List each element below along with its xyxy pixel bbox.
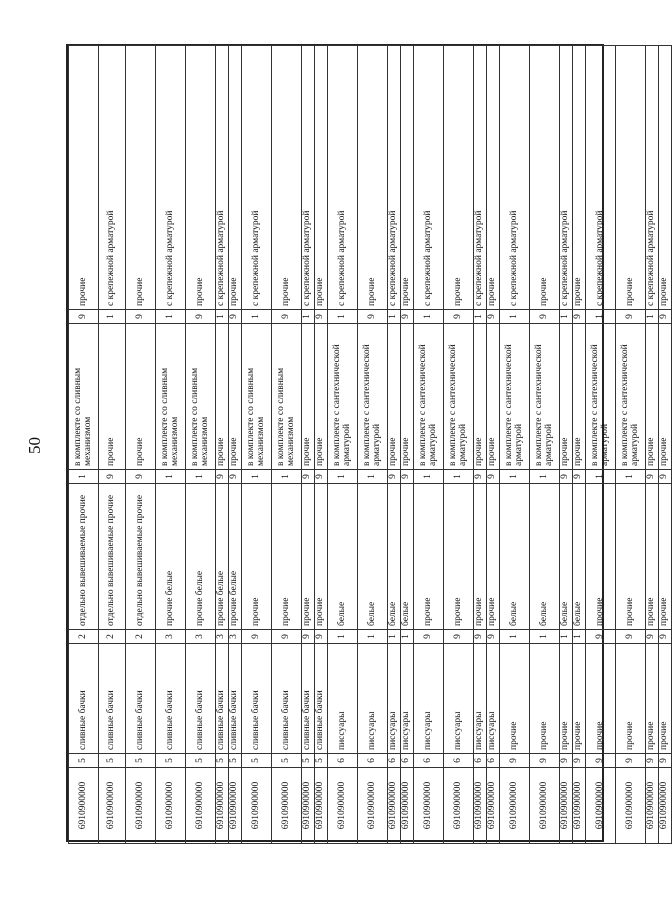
cell-product-name: прочие xyxy=(616,644,646,754)
cell-type-digit: 1 xyxy=(573,630,586,644)
cell-group-digit: 5 xyxy=(315,754,328,768)
cell-product-type: белые xyxy=(560,484,573,630)
cell-tnved-code: 6910900000 xyxy=(659,768,672,844)
cell-fitting-description: с крепежной арматурой xyxy=(646,46,659,310)
cell-kit-description: прочие xyxy=(99,324,126,470)
cell-kit-digit: 1 xyxy=(272,470,302,484)
cell-fitting-description: прочие xyxy=(186,46,216,310)
cell-group-digit: 6 xyxy=(487,754,500,768)
cell-fitting-description: с крепежной арматурой xyxy=(586,46,616,310)
table-row xyxy=(358,46,388,844)
table-row xyxy=(573,46,586,844)
cell-tnved-code: 6910900000 xyxy=(272,768,302,844)
cell-kit-digit: 9 xyxy=(646,470,659,484)
cell-product-type: отдельно вывешиваемые прочие xyxy=(69,484,99,630)
table-row xyxy=(616,46,646,844)
cell-group-digit: 9 xyxy=(573,754,586,768)
cell-group-digit: 5 xyxy=(69,754,99,768)
cell-fitting-description: прочие xyxy=(530,46,560,310)
cell-product-type: белые xyxy=(530,484,560,630)
cell-kit-description: в комплекте со сливным механизмом xyxy=(272,324,302,470)
cell-product-name: прочие xyxy=(560,644,573,754)
cell-kit-description: в комплекте с сантехнической арматурой xyxy=(328,324,358,470)
cell-product-name: сливные бачки xyxy=(69,644,99,754)
cell-product-name: писсуары xyxy=(401,644,414,754)
cell-tnved-code: 6910900000 xyxy=(586,768,616,844)
cell-kit-description: в комплекте с сантехнической арматурой xyxy=(500,324,530,470)
table-row xyxy=(126,46,156,844)
cell-type-digit: 9 xyxy=(242,630,272,644)
cell-kit-digit: 1 xyxy=(156,470,186,484)
cell-fitting-description: с крепежной арматурой xyxy=(560,46,573,310)
cell-group-digit: 6 xyxy=(358,754,388,768)
cell-fitting-digit: 1 xyxy=(500,310,530,324)
cell-kit-description: прочие xyxy=(216,324,229,470)
cell-group-digit: 6 xyxy=(328,754,358,768)
cell-tnved-code: 6910900000 xyxy=(616,768,646,844)
cell-product-type: белые xyxy=(401,484,414,630)
cell-type-digit: 3 xyxy=(186,630,216,644)
cell-kit-digit: 1 xyxy=(328,470,358,484)
cell-fitting-digit: 1 xyxy=(302,310,315,324)
cell-fitting-digit: 9 xyxy=(659,310,672,324)
cell-product-type: прочие xyxy=(242,484,272,630)
cell-product-type: прочие xyxy=(659,484,672,630)
table-row xyxy=(69,46,99,844)
cell-product-name: сливные бачки xyxy=(315,644,328,754)
cell-type-digit: 2 xyxy=(69,630,99,644)
cell-fitting-digit: 9 xyxy=(315,310,328,324)
cell-group-digit: 6 xyxy=(444,754,474,768)
cell-product-name: прочие xyxy=(646,644,659,754)
rotated-table-container xyxy=(68,46,670,844)
cell-kit-digit: 1 xyxy=(186,470,216,484)
cell-product-type: белые xyxy=(500,484,530,630)
cell-kit-description: в комплекте с сантехнической арматурой xyxy=(586,324,616,470)
table-row xyxy=(272,46,302,844)
cell-product-name: писсуары xyxy=(414,644,444,754)
cell-kit-description: прочие xyxy=(474,324,487,470)
cell-kit-digit: 1 xyxy=(530,470,560,484)
cell-fitting-digit: 1 xyxy=(328,310,358,324)
cell-type-digit: 3 xyxy=(229,630,242,644)
table-row xyxy=(560,46,573,844)
cell-fitting-description: прочие xyxy=(487,46,500,310)
cell-group-digit: 5 xyxy=(126,754,156,768)
cell-type-digit: 1 xyxy=(500,630,530,644)
cell-kit-digit: 9 xyxy=(487,470,500,484)
cell-kit-digit: 9 xyxy=(302,470,315,484)
cell-fitting-digit: 1 xyxy=(474,310,487,324)
cell-tnved-code: 6910900000 xyxy=(474,768,487,844)
cell-product-name: сливные бачки xyxy=(216,644,229,754)
cell-kit-description: прочие xyxy=(126,324,156,470)
cell-kit-description: прочие xyxy=(560,324,573,470)
cell-fitting-digit: 1 xyxy=(586,310,616,324)
cell-kit-digit: 9 xyxy=(216,470,229,484)
cell-product-type: отдельно вывешиваемые прочие xyxy=(99,484,126,630)
cell-product-type: прочие белые xyxy=(216,484,229,630)
cell-group-digit: 9 xyxy=(500,754,530,768)
cell-kit-digit: 9 xyxy=(659,470,672,484)
cell-product-type: прочие белые xyxy=(229,484,242,630)
cell-kit-description: в комплекте со сливным механизмом xyxy=(186,324,216,470)
cell-type-digit: 9 xyxy=(302,630,315,644)
cell-group-digit: 5 xyxy=(216,754,229,768)
cell-fitting-digit: 9 xyxy=(186,310,216,324)
cell-fitting-digit: 9 xyxy=(487,310,500,324)
cell-fitting-description: прочие xyxy=(401,46,414,310)
cell-type-digit: 9 xyxy=(474,630,487,644)
cell-product-type: белые xyxy=(328,484,358,630)
cell-type-digit: 9 xyxy=(616,630,646,644)
cell-fitting-digit: 1 xyxy=(216,310,229,324)
cell-kit-description: в комплекте со сливным механизмом xyxy=(69,324,99,470)
cell-type-digit: 1 xyxy=(388,630,401,644)
cell-type-digit: 1 xyxy=(328,630,358,644)
cell-fitting-description: с крепежной арматурой xyxy=(242,46,272,310)
cell-product-name: писсуары xyxy=(487,644,500,754)
cell-group-digit: 9 xyxy=(586,754,616,768)
table-row xyxy=(414,46,444,844)
table-row xyxy=(186,46,216,844)
cell-group-digit: 5 xyxy=(156,754,186,768)
cell-fitting-description: с крепежной арматурой xyxy=(216,46,229,310)
table-row xyxy=(302,46,315,844)
cell-kit-description: прочие xyxy=(401,324,414,470)
cell-group-digit: 5 xyxy=(272,754,302,768)
cell-fitting-description: прочие xyxy=(315,46,328,310)
cell-kit-description: в комплекте с сантехнической арматурой xyxy=(358,324,388,470)
cell-tnved-code: 6910900000 xyxy=(216,768,229,844)
cell-kit-description: прочие xyxy=(646,324,659,470)
cell-fitting-digit: 1 xyxy=(99,310,126,324)
cell-product-type: прочие белые xyxy=(186,484,216,630)
table-row xyxy=(156,46,186,844)
table-row xyxy=(388,46,401,844)
cell-fitting-digit: 9 xyxy=(530,310,560,324)
cell-fitting-digit: 9 xyxy=(229,310,242,324)
cell-fitting-digit: 1 xyxy=(646,310,659,324)
cell-product-name: сливные бачки xyxy=(242,644,272,754)
cell-type-digit: 9 xyxy=(659,630,672,644)
cell-group-digit: 9 xyxy=(646,754,659,768)
cell-kit-description: в комплекте с сантехнической арматурой xyxy=(444,324,474,470)
cell-kit-digit: 1 xyxy=(444,470,474,484)
cell-product-name: прочие xyxy=(659,644,672,754)
cell-fitting-description: с крепежной арматурой xyxy=(388,46,401,310)
cell-group-digit: 9 xyxy=(560,754,573,768)
cell-tnved-code: 6910900000 xyxy=(69,768,99,844)
cell-tnved-code: 6910900000 xyxy=(388,768,401,844)
cell-product-type: прочие xyxy=(315,484,328,630)
cell-fitting-description: с крепежной арматурой xyxy=(414,46,444,310)
cell-tnved-code: 6910900000 xyxy=(229,768,242,844)
cell-product-name: сливные бачки xyxy=(186,644,216,754)
cell-kit-description: прочие xyxy=(487,324,500,470)
cell-fitting-digit: 9 xyxy=(444,310,474,324)
cell-kit-description: в комплекте с сантехнической арматурой xyxy=(616,324,646,470)
cell-group-digit: 5 xyxy=(229,754,242,768)
table-row xyxy=(444,46,474,844)
cell-tnved-code: 6910900000 xyxy=(414,768,444,844)
classification-table-frame xyxy=(66,44,670,842)
cell-kit-digit: 9 xyxy=(401,470,414,484)
cell-kit-digit: 9 xyxy=(573,470,586,484)
cell-kit-digit: 9 xyxy=(388,470,401,484)
cell-tnved-code: 6910900000 xyxy=(328,768,358,844)
cell-type-digit: 1 xyxy=(401,630,414,644)
cell-kit-description: прочие xyxy=(573,324,586,470)
cell-kit-digit: 1 xyxy=(414,470,444,484)
cell-product-name: прочие xyxy=(530,644,560,754)
cell-type-digit: 2 xyxy=(126,630,156,644)
table-row xyxy=(474,46,487,844)
cell-product-name: писсуары xyxy=(358,644,388,754)
cell-tnved-code: 6910900000 xyxy=(560,768,573,844)
cell-tnved-code: 6910900000 xyxy=(315,768,328,844)
cell-kit-description: прочие xyxy=(302,324,315,470)
cell-group-digit: 5 xyxy=(302,754,315,768)
cell-kit-description: прочие xyxy=(388,324,401,470)
cell-product-type: прочие xyxy=(444,484,474,630)
cell-fitting-digit: 1 xyxy=(388,310,401,324)
cell-type-digit: 3 xyxy=(156,630,186,644)
cell-kit-digit: 9 xyxy=(560,470,573,484)
table-row xyxy=(328,46,358,844)
cell-kit-digit: 9 xyxy=(99,470,126,484)
cell-kit-digit: 1 xyxy=(358,470,388,484)
table-row xyxy=(242,46,272,844)
cell-fitting-description: с крепежной арматурой xyxy=(302,46,315,310)
cell-product-name: сливные бачки xyxy=(302,644,315,754)
cell-group-digit: 9 xyxy=(530,754,560,768)
table-body xyxy=(69,46,672,844)
cell-fitting-description: прочие xyxy=(358,46,388,310)
table-row xyxy=(500,46,530,844)
cell-kit-digit: 9 xyxy=(126,470,156,484)
cell-type-digit: 9 xyxy=(487,630,500,644)
cell-product-name: прочие xyxy=(500,644,530,754)
cell-type-digit: 9 xyxy=(444,630,474,644)
cell-type-digit: 9 xyxy=(646,630,659,644)
cell-kit-digit: 1 xyxy=(500,470,530,484)
cell-fitting-digit: 9 xyxy=(69,310,99,324)
cell-kit-digit: 9 xyxy=(229,470,242,484)
table-row xyxy=(646,46,659,844)
cell-product-name: писсуары xyxy=(474,644,487,754)
cell-kit-digit: 9 xyxy=(474,470,487,484)
cell-kit-description: в комплекте со сливным механизмом xyxy=(156,324,186,470)
cell-product-type: прочие xyxy=(272,484,302,630)
cell-fitting-digit: 9 xyxy=(272,310,302,324)
cell-tnved-code: 6910900000 xyxy=(156,768,186,844)
cell-tnved-code: 6910900000 xyxy=(530,768,560,844)
cell-tnved-code: 6910900000 xyxy=(99,768,126,844)
cell-fitting-description: с крепежной арматурой xyxy=(500,46,530,310)
cell-tnved-code: 6910900000 xyxy=(401,768,414,844)
cell-fitting-digit: 9 xyxy=(616,310,646,324)
cell-fitting-description: с крепежной арматурой xyxy=(99,46,126,310)
cell-fitting-description: прочие xyxy=(444,46,474,310)
cell-product-name: писсуары xyxy=(388,644,401,754)
cell-kit-digit: 9 xyxy=(315,470,328,484)
table-row xyxy=(487,46,500,844)
cell-fitting-description: прочие xyxy=(126,46,156,310)
cell-type-digit: 9 xyxy=(414,630,444,644)
cell-product-name: сливные бачки xyxy=(229,644,242,754)
cell-kit-description: прочие xyxy=(659,324,672,470)
cell-fitting-description: прочие xyxy=(573,46,586,310)
cell-product-type: прочие белые xyxy=(156,484,186,630)
table-row xyxy=(530,46,560,844)
cell-type-digit: 2 xyxy=(99,630,126,644)
cell-tnved-code: 6910900000 xyxy=(126,768,156,844)
cell-group-digit: 5 xyxy=(242,754,272,768)
cell-group-digit: 5 xyxy=(99,754,126,768)
table-row xyxy=(315,46,328,844)
cell-fitting-digit: 1 xyxy=(242,310,272,324)
cell-kit-description: в комплекте со сливным механизмом xyxy=(242,324,272,470)
cell-product-type: прочие xyxy=(302,484,315,630)
cell-product-type: прочие xyxy=(616,484,646,630)
cell-group-digit: 6 xyxy=(388,754,401,768)
cell-product-type: белые xyxy=(358,484,388,630)
cell-tnved-code: 6910900000 xyxy=(573,768,586,844)
cell-type-digit: 1 xyxy=(358,630,388,644)
cell-product-name: сливные бачки xyxy=(126,644,156,754)
cell-fitting-description: прочие xyxy=(616,46,646,310)
cell-fitting-description: прочие xyxy=(272,46,302,310)
cell-product-type: отдельно вывешиваемые прочие xyxy=(126,484,156,630)
cell-product-name: сливные бачки xyxy=(272,644,302,754)
cell-group-digit: 9 xyxy=(659,754,672,768)
cell-product-type: прочие xyxy=(414,484,444,630)
cell-kit-digit: 1 xyxy=(69,470,99,484)
cell-fitting-digit: 1 xyxy=(156,310,186,324)
cell-group-digit: 5 xyxy=(186,754,216,768)
cell-product-name: прочие xyxy=(586,644,616,754)
cell-kit-digit: 1 xyxy=(616,470,646,484)
cell-product-type: прочие xyxy=(487,484,500,630)
table-row xyxy=(229,46,242,844)
table-row xyxy=(216,46,229,844)
cell-tnved-code: 6910900000 xyxy=(646,768,659,844)
cell-kit-description: в комплекте с сантехнической арматурой xyxy=(414,324,444,470)
cell-kit-digit: 1 xyxy=(242,470,272,484)
cell-fitting-description: с крепежной арматурой xyxy=(328,46,358,310)
page-number: 50 xyxy=(25,437,44,454)
cell-product-name: писсуары xyxy=(444,644,474,754)
cell-fitting-description: с крепежной арматурой xyxy=(474,46,487,310)
cell-tnved-code: 6910900000 xyxy=(302,768,315,844)
cell-fitting-digit: 9 xyxy=(126,310,156,324)
cell-product-name: сливные бачки xyxy=(99,644,126,754)
cell-type-digit: 9 xyxy=(272,630,302,644)
cell-group-digit: 6 xyxy=(474,754,487,768)
cell-group-digit: 6 xyxy=(414,754,444,768)
cell-fitting-digit: 1 xyxy=(560,310,573,324)
cell-kit-description: прочие xyxy=(229,324,242,470)
cell-fitting-digit: 1 xyxy=(414,310,444,324)
cell-kit-description: прочие xyxy=(315,324,328,470)
cell-tnved-code: 6910900000 xyxy=(358,768,388,844)
cell-tnved-code: 6910900000 xyxy=(444,768,474,844)
cell-fitting-digit: 9 xyxy=(358,310,388,324)
table-row xyxy=(586,46,616,844)
cell-group-digit: 6 xyxy=(401,754,414,768)
cell-tnved-code: 6910900000 xyxy=(500,768,530,844)
table-row xyxy=(401,46,414,844)
cell-product-type: белые xyxy=(388,484,401,630)
cell-type-digit: 1 xyxy=(530,630,560,644)
table-row xyxy=(99,46,126,844)
cell-product-name: прочие xyxy=(573,644,586,754)
cell-product-type: прочие xyxy=(586,484,616,630)
cell-fitting-description: прочие xyxy=(659,46,672,310)
cell-type-digit: 9 xyxy=(315,630,328,644)
cell-product-type: белые xyxy=(573,484,586,630)
cell-product-type: прочие xyxy=(646,484,659,630)
cell-product-name: писсуары xyxy=(328,644,358,754)
cell-tnved-code: 6910900000 xyxy=(242,768,272,844)
cell-tnved-code: 6910900000 xyxy=(186,768,216,844)
cell-fitting-description: с крепежной арматурой xyxy=(156,46,186,310)
cell-fitting-description: прочие xyxy=(229,46,242,310)
cell-type-digit: 1 xyxy=(560,630,573,644)
cell-type-digit: 3 xyxy=(216,630,229,644)
classification-table xyxy=(68,45,672,844)
cell-type-digit: 9 xyxy=(586,630,616,644)
table-row xyxy=(659,46,672,844)
cell-fitting-description: прочие xyxy=(69,46,99,310)
cell-group-digit: 9 xyxy=(616,754,646,768)
cell-kit-digit: 1 xyxy=(586,470,616,484)
cell-product-name: сливные бачки xyxy=(156,644,186,754)
cell-product-type: прочие xyxy=(474,484,487,630)
cell-kit-description: в комплекте с сантехнической арматурой xyxy=(530,324,560,470)
cell-fitting-digit: 9 xyxy=(401,310,414,324)
cell-tnved-code: 6910900000 xyxy=(487,768,500,844)
cell-fitting-digit: 9 xyxy=(573,310,586,324)
